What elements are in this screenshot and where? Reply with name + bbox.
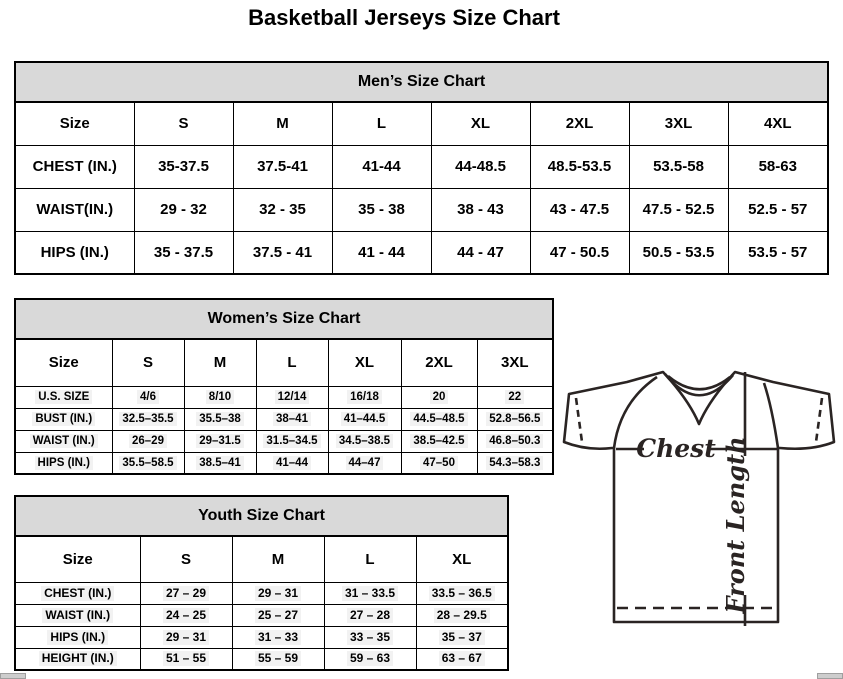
value-cell-text: 35.5–58.5 bbox=[119, 456, 176, 470]
value-cell-text: 54.3–58.3 bbox=[486, 456, 543, 470]
row-label bbox=[15, 430, 112, 452]
column-header: XL bbox=[328, 339, 401, 386]
value-cell: 47.5 - 52.5 bbox=[629, 188, 728, 231]
value-cell bbox=[112, 408, 184, 430]
value-cell bbox=[256, 408, 328, 430]
value-cell-text: 20 bbox=[430, 390, 449, 404]
column-header: Size bbox=[15, 339, 112, 386]
column-header: 3XL bbox=[477, 339, 553, 386]
row-label-text: HIPS (IN.) bbox=[35, 456, 93, 470]
value-cell bbox=[112, 386, 184, 408]
row-label bbox=[15, 386, 112, 408]
value-cell: 37.5-41 bbox=[233, 145, 332, 188]
value-cell: 38 - 43 bbox=[431, 188, 530, 231]
row-label bbox=[15, 408, 112, 430]
value-cell-text: 38–41 bbox=[273, 412, 311, 426]
value-cell: 53.5 - 57 bbox=[728, 231, 828, 274]
value-cell bbox=[184, 430, 256, 452]
value-cell: 35 - 37.5 bbox=[134, 231, 233, 274]
value-cell bbox=[140, 626, 232, 648]
column-header: 4XL bbox=[728, 102, 828, 145]
value-cell-text: 59 – 63 bbox=[347, 651, 393, 666]
row-label-text: CHEST (IN.) bbox=[41, 586, 114, 601]
value-cell-text: 4/6 bbox=[137, 390, 159, 404]
column-header: XL bbox=[431, 102, 530, 145]
chart-title: Women’s Size Chart bbox=[15, 299, 553, 339]
column-header: Size bbox=[15, 536, 140, 582]
chart-title: Men’s Size Chart bbox=[15, 62, 828, 102]
column-header: S bbox=[134, 102, 233, 145]
row-label bbox=[15, 626, 140, 648]
column-header: L bbox=[324, 536, 416, 582]
value-cell bbox=[477, 430, 553, 452]
row-label-text: WAIST (IN.) bbox=[30, 434, 98, 448]
value-cell-text: 35.5–38 bbox=[196, 412, 244, 426]
value-cell: 43 - 47.5 bbox=[530, 188, 629, 231]
table-row bbox=[15, 626, 508, 648]
value-cell-text: 34.5–38.5 bbox=[336, 434, 393, 448]
value-cell bbox=[477, 452, 553, 474]
value-cell-text: 16/18 bbox=[347, 390, 382, 404]
value-cell-text: 25 – 27 bbox=[255, 608, 301, 623]
value-cell bbox=[328, 452, 401, 474]
value-cell bbox=[140, 582, 232, 604]
column-header: Size bbox=[15, 102, 134, 145]
value-cell-text: 38.5–42.5 bbox=[410, 434, 467, 448]
table-row bbox=[15, 604, 508, 626]
youth-size-chart-table bbox=[14, 495, 509, 671]
column-header: XL bbox=[416, 536, 508, 582]
value-cell-text: 44–47 bbox=[346, 456, 384, 470]
value-cell bbox=[416, 648, 508, 670]
value-cell-text: 41–44 bbox=[273, 456, 311, 470]
row-label-text: BUST (IN.) bbox=[32, 412, 95, 426]
value-cell bbox=[112, 430, 184, 452]
value-cell-text: 33 – 35 bbox=[347, 630, 393, 645]
value-cell-text: 31.5–34.5 bbox=[263, 434, 320, 448]
value-cell bbox=[140, 604, 232, 626]
value-cell bbox=[256, 452, 328, 474]
value-cell bbox=[112, 452, 184, 474]
value-cell bbox=[401, 430, 477, 452]
table-row bbox=[15, 430, 553, 452]
table-row bbox=[15, 188, 828, 231]
row-label bbox=[15, 648, 140, 670]
size-header-row bbox=[15, 339, 553, 386]
value-cell: 35-37.5 bbox=[134, 145, 233, 188]
chart-title-row bbox=[15, 496, 508, 536]
value-cell: 32 - 35 bbox=[233, 188, 332, 231]
column-header: M bbox=[232, 536, 324, 582]
jersey-diagram-svg bbox=[557, 362, 841, 678]
value-cell bbox=[328, 386, 401, 408]
value-cell bbox=[401, 452, 477, 474]
front-length-label: Front Length bbox=[721, 436, 750, 614]
value-cell bbox=[256, 386, 328, 408]
table-row bbox=[15, 386, 553, 408]
value-cell: 37.5 - 41 bbox=[233, 231, 332, 274]
value-cell bbox=[401, 386, 477, 408]
value-cell: 29 - 32 bbox=[134, 188, 233, 231]
value-cell: 58-63 bbox=[728, 145, 828, 188]
value-cell bbox=[416, 626, 508, 648]
value-cell bbox=[232, 648, 324, 670]
column-header: M bbox=[233, 102, 332, 145]
table-row bbox=[15, 408, 553, 430]
value-cell-text: 24 – 25 bbox=[163, 608, 209, 623]
value-cell bbox=[184, 408, 256, 430]
value-cell bbox=[232, 604, 324, 626]
value-cell: 48.5-53.5 bbox=[530, 145, 629, 188]
jersey-measurement-diagram bbox=[557, 362, 841, 678]
horizontal-scrollbar-fragment-right[interactable] bbox=[817, 673, 843, 679]
value-cell bbox=[401, 408, 477, 430]
row-label bbox=[15, 604, 140, 626]
column-header: L bbox=[332, 102, 431, 145]
value-cell bbox=[324, 648, 416, 670]
value-cell: 41 - 44 bbox=[332, 231, 431, 274]
table-row bbox=[15, 582, 508, 604]
value-cell-text: 8/10 bbox=[206, 390, 234, 404]
value-cell-text: 38.5–41 bbox=[196, 456, 244, 470]
value-cell bbox=[416, 582, 508, 604]
value-cell bbox=[324, 626, 416, 648]
value-cell-text: 31 – 33 bbox=[255, 630, 301, 645]
value-cell bbox=[232, 626, 324, 648]
page-title: Basketball Jerseys Size Chart bbox=[248, 5, 560, 30]
value-cell: 41-44 bbox=[332, 145, 431, 188]
value-cell-text: 27 – 28 bbox=[347, 608, 393, 623]
horizontal-scrollbar-fragment-left[interactable] bbox=[0, 673, 26, 679]
size-header-row bbox=[15, 536, 508, 582]
mens-size-chart-table bbox=[14, 61, 829, 275]
value-cell-text: 35 – 37 bbox=[439, 630, 485, 645]
row-label-text: U.S. SIZE bbox=[35, 390, 92, 404]
value-cell-text: 55 – 59 bbox=[255, 651, 301, 666]
value-cell-text: 33.5 – 36.5 bbox=[429, 586, 495, 601]
value-cell-text: 52.8–56.5 bbox=[486, 412, 543, 426]
chest-label: Chest bbox=[636, 434, 716, 463]
value-cell-text: 46.8–50.3 bbox=[486, 434, 543, 448]
row-label-text: HEIGHT (IN.) bbox=[39, 651, 117, 666]
table-row bbox=[15, 452, 553, 474]
value-cell bbox=[324, 582, 416, 604]
value-cell: 44-48.5 bbox=[431, 145, 530, 188]
row-label bbox=[15, 452, 112, 474]
table-row bbox=[15, 231, 828, 274]
column-header: S bbox=[112, 339, 184, 386]
value-cell: 47 - 50.5 bbox=[530, 231, 629, 274]
column-header: L bbox=[256, 339, 328, 386]
value-cell-text: 29–31.5 bbox=[196, 434, 244, 448]
value-cell: 52.5 - 57 bbox=[728, 188, 828, 231]
value-cell-text: 28 – 29.5 bbox=[434, 608, 490, 623]
value-cell bbox=[328, 408, 401, 430]
value-cell bbox=[477, 386, 553, 408]
size-header-row bbox=[15, 102, 828, 145]
value-cell bbox=[140, 648, 232, 670]
value-cell bbox=[477, 408, 553, 430]
value-cell-text: 22 bbox=[505, 390, 524, 404]
value-cell-text: 29 – 31 bbox=[255, 586, 301, 601]
column-header: 2XL bbox=[530, 102, 629, 145]
value-cell bbox=[328, 430, 401, 452]
row-label bbox=[15, 582, 140, 604]
value-cell-text: 51 – 55 bbox=[163, 651, 209, 666]
row-label: CHEST (IN.) bbox=[15, 145, 134, 188]
value-cell: 35 - 38 bbox=[332, 188, 431, 231]
value-cell-text: 29 – 31 bbox=[163, 630, 209, 645]
value-cell-text: 41–44.5 bbox=[341, 412, 389, 426]
value-cell: 44 - 47 bbox=[431, 231, 530, 274]
value-cell bbox=[232, 582, 324, 604]
value-cell-text: 31 – 33.5 bbox=[342, 586, 398, 601]
value-cell-text: 44.5–48.5 bbox=[410, 412, 467, 426]
column-header: 3XL bbox=[629, 102, 728, 145]
chart-title-row bbox=[15, 62, 828, 102]
value-cell-text: 63 – 67 bbox=[439, 651, 485, 666]
value-cell bbox=[184, 452, 256, 474]
value-cell bbox=[256, 430, 328, 452]
jersey-outline bbox=[564, 372, 834, 622]
row-label: HIPS (IN.) bbox=[15, 231, 134, 274]
womens-size-chart-table bbox=[14, 298, 554, 475]
value-cell-text: 47–50 bbox=[420, 456, 458, 470]
value-cell: 53.5-58 bbox=[629, 145, 728, 188]
value-cell-text: 26–29 bbox=[129, 434, 167, 448]
row-label: WAIST(IN.) bbox=[15, 188, 134, 231]
row-label-text: HIPS (IN.) bbox=[47, 630, 108, 645]
value-cell: 50.5 - 53.5 bbox=[629, 231, 728, 274]
chart-title-row bbox=[15, 299, 553, 339]
value-cell-text: 27 – 29 bbox=[163, 586, 209, 601]
value-cell-text: 12/14 bbox=[275, 390, 310, 404]
value-cell bbox=[416, 604, 508, 626]
column-header: S bbox=[140, 536, 232, 582]
value-cell bbox=[324, 604, 416, 626]
table-row bbox=[15, 145, 828, 188]
value-cell-text: 32.5–35.5 bbox=[119, 412, 176, 426]
table-row bbox=[15, 648, 508, 670]
column-header: M bbox=[184, 339, 256, 386]
value-cell bbox=[184, 386, 256, 408]
chart-title: Youth Size Chart bbox=[15, 496, 508, 536]
row-label-text: WAIST (IN.) bbox=[42, 608, 113, 623]
column-header: 2XL bbox=[401, 339, 477, 386]
